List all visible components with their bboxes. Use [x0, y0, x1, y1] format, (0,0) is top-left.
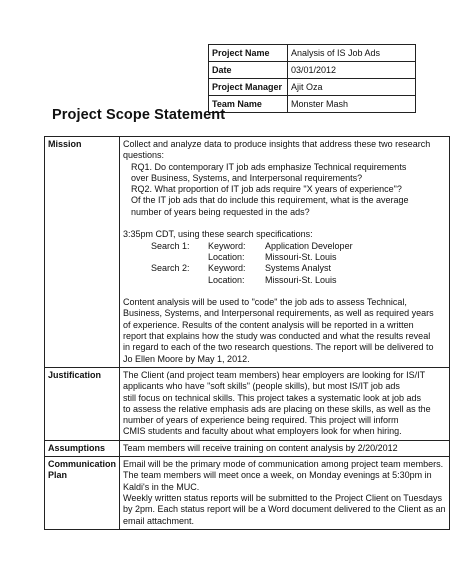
info-row-project-name: [209, 45, 416, 62]
keyword-value: Systems Analyst: [265, 263, 332, 274]
text-line: email attachment.: [123, 515, 195, 526]
text-line: number of years of experience being required. This project will inform: [123, 415, 399, 426]
text-line: over Business, Systems, and Interpersonal requirements?: [131, 172, 363, 183]
text-line: applicants who have "soft skills" (people skills), but most IS/IT job ads: [123, 381, 400, 392]
row-label: Justification: [45, 367, 120, 440]
spacer: [123, 286, 446, 297]
info-key: Team Name: [209, 96, 288, 113]
scope-table: [44, 136, 450, 530]
location-value: Missouri-St. Louis: [265, 274, 337, 285]
keyword-label: Keyword:: [208, 240, 246, 251]
keyword-label: Keyword:: [208, 263, 246, 274]
text-line: of experience. Results of the content analysis will be reported in a written: [123, 319, 414, 330]
search-name: Search 2:: [151, 263, 190, 274]
keyword-value: Application Developer: [265, 240, 353, 251]
scope-row-communication-plan: [45, 457, 450, 530]
text-line: Content analysis will be used to "code" the job ads to assess Technical,: [123, 297, 407, 308]
assumptions-content: [120, 440, 450, 456]
scope-row-assumptions: [45, 440, 450, 456]
scope-row-mission: [45, 137, 450, 368]
spacer: [123, 218, 446, 229]
info-row-project-manager: [209, 79, 416, 96]
justification-content: [120, 367, 450, 440]
search-2-location: [123, 275, 446, 286]
row-label: Mission: [45, 137, 120, 368]
text-line: to assess the relative emphasis ads are placing on these skills, as well as the: [123, 403, 431, 414]
info-row-date: [209, 62, 416, 79]
info-value: Ajit Oza: [288, 79, 416, 96]
search-2-keyword: [123, 263, 446, 274]
text-line: Jo Ellen Moore by May 1, 2012.: [123, 353, 250, 364]
row-label: Communication Plan: [45, 457, 120, 530]
info-key: Project Manager: [209, 79, 288, 96]
location-label: Location:: [208, 251, 245, 262]
text-line: still focus on technical skills. This project takes a systematic look at job ads: [123, 392, 421, 403]
text-line: The Client (and project team members) hear employers are looking for IS/IT: [123, 369, 426, 380]
text-line: number of years being requested in the ads?: [131, 206, 310, 217]
text-line: by 2pm. Each status report will be a Word document delivered to the Client as an: [123, 504, 446, 515]
text-line: Collect and analyze data to produce insights that address these two research: [123, 139, 431, 149]
info-row-team-name: [209, 96, 416, 113]
info-key: Project Name: [209, 45, 288, 62]
info-key: Date: [209, 62, 288, 79]
text-line: Kaldi's in the MUC.: [123, 481, 200, 492]
search-name: Search 1:: [151, 240, 190, 251]
text-line: Email will be the primary mode of communication among project team members.: [123, 459, 444, 470]
text-line: RQ2. What proportion of IT job ads require "X years of experience"?: [131, 184, 402, 195]
search-1-location: [123, 252, 446, 263]
text-line: questions:: [123, 150, 165, 161]
search-1-keyword: [123, 241, 446, 252]
info-value: Monster Mash: [288, 96, 416, 113]
location-value: Missouri-St. Louis: [265, 251, 337, 262]
scope-row-justification: [45, 367, 450, 440]
info-value: 03/01/2012: [288, 62, 416, 79]
text-line: Weekly written status reports will be submitted to the Project Client on Tuesdays: [123, 492, 442, 503]
location-label: Location:: [208, 274, 245, 285]
text-line: Team members will receive training on content analysis by 2/20/2012: [123, 442, 398, 453]
text-line: The team members will meet once a week, on Monday evenings at 5:30pm in: [123, 470, 432, 481]
text-line: 3:35pm CDT, using these search specifications:: [123, 229, 313, 240]
text-line: RQ1. Do contemporary IT job ads emphasize Technical requirements: [131, 161, 407, 172]
text-line: Of the IT job ads that do include this requirement, what is the average: [131, 195, 409, 206]
page-title: Project Scope Statement: [52, 107, 226, 123]
project-info-table: [208, 44, 416, 113]
text-line: report that explains how the study was conducted and what the results reveal: [123, 331, 431, 342]
text-line: CMIS students and faculty about what employers look for when hiring.: [123, 426, 402, 437]
text-line: Business, Systems, and Interpersonal requirements, as well as required years: [123, 308, 434, 319]
text-line: in regard to each of the two research questions. The report will be delivered to: [123, 342, 434, 353]
mission-content: [120, 137, 450, 368]
row-label: Assumptions: [45, 440, 120, 456]
info-value: Analysis of IS Job Ads: [288, 45, 416, 62]
communication-content: [120, 457, 450, 530]
